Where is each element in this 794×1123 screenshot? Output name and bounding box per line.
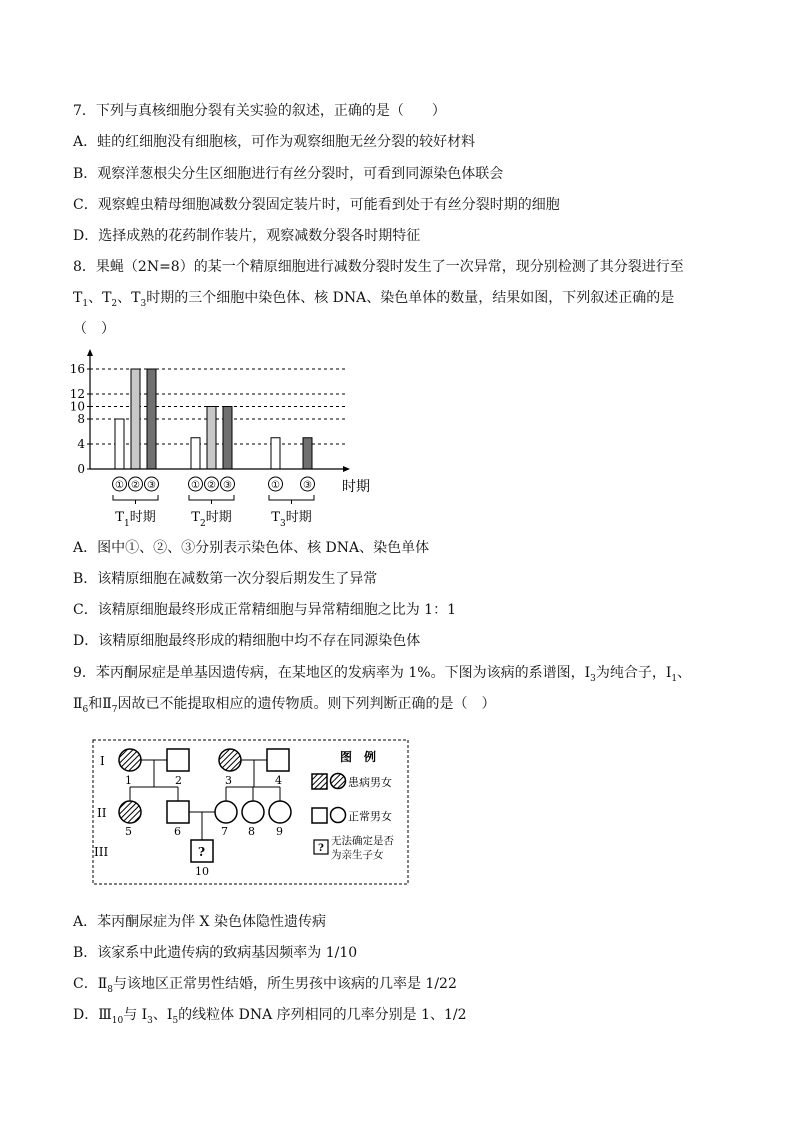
y-axis-arrow [87, 349, 93, 356]
id-label-2: 2 [175, 774, 182, 787]
bar-2-series-2 [207, 407, 216, 470]
q8-option-a: A．图中①、②、③分别表示染色体、核 DNA、染色单体 [73, 540, 430, 556]
legend-title: 图 例 [340, 750, 377, 764]
q8-option-c: C．该精原细胞最终形成正常精细胞与异常精细胞之比为 1：1 [73, 602, 456, 618]
q8-bar-chart [60, 345, 390, 530]
individual-8-normal-female [242, 801, 264, 823]
individual-6-normal-male [167, 801, 189, 823]
individual-9-normal-female [269, 801, 291, 823]
q8-option-b: B．该精原细胞在减数第一次分裂后期发生了异常 [73, 571, 378, 587]
q9-option-a: A．苯丙酮尿症为伴 X 染色体隐性遗传病 [73, 914, 326, 930]
id-label-10: 10 [195, 865, 209, 878]
q8-stem-line3: （ ） [73, 321, 115, 337]
generation-label-iii: III [94, 845, 109, 859]
q9-option-b: B．该家系中此遗传病的致病基因频率为 1/10 [73, 945, 358, 961]
q8-option-d: D．该精原细胞最终形成的精细胞中均不存在同源染色体 [73, 633, 421, 649]
id-label-9: 9 [276, 825, 283, 838]
bracket-1 [113, 495, 158, 504]
q7-stem: 7．下列与真核细胞分裂有关实验的叙述，正确的是（ ） [73, 103, 446, 119]
legend-normal-male-symbol [312, 808, 327, 823]
individual-2-normal-male [167, 749, 189, 771]
bracket-2 [189, 495, 234, 504]
bar-2-series-3 [223, 407, 232, 470]
y-tick-label-0: 0 [77, 462, 85, 476]
bar-1-series-2 [131, 369, 140, 469]
unknown-mark-10: ? [198, 845, 206, 859]
legend-unknown-text-1: 无法确定是否 [331, 835, 394, 847]
id-label-1: 1 [125, 774, 132, 787]
id-label-4: 4 [275, 774, 282, 787]
bar-1-series-3 [147, 369, 156, 469]
bar-1-series-1 [115, 419, 124, 469]
generation-label-i: I [100, 754, 105, 768]
marker-label-1-2: ② [131, 480, 140, 491]
marker-label-3-1: ① [271, 480, 280, 491]
q9-option-c: C．$Ⅱ_8$与该地区正常男性结婚，所生男孩中该病的几率是 1/22 [73, 976, 457, 995]
q9-pedigree-diagram [92, 739, 410, 886]
legend-normal-text: 正常男女 [348, 810, 392, 823]
x-axis-arrow [343, 466, 350, 472]
legend-unknown-mark: ? [318, 843, 324, 854]
marker-label-2-2: ② [207, 480, 216, 491]
q9-stem-line2: $Ⅱ_6$和$Ⅱ_7$因故已不能提取相应的遗传物质。则下列判断正确的是（ ） [73, 696, 496, 715]
individual-5-affected-female [119, 801, 141, 823]
x-axis-label: 时期 [342, 479, 370, 495]
legend-unknown-text-2: 为亲生子女 [331, 849, 384, 861]
legend-normal-female-symbol [331, 808, 346, 823]
y-tick-label-12: 12 [69, 387, 85, 401]
category-label-1: $T_1$时期 [115, 510, 156, 529]
q7-option-d: D．选择成熟的花药制作装片，观察减数分裂各时期特征 [73, 228, 421, 244]
marker-label-1-3: ③ [147, 480, 156, 491]
q9-option-d: D．$Ⅲ_{10}$与 $I_3$、$I_5$的线粒体 DNA 序列相同的几率分别是 1、1/2 [73, 1007, 467, 1026]
id-label-8: 8 [248, 825, 255, 838]
id-label-5: 5 [125, 825, 132, 838]
marker-label-3-3: ③ [303, 480, 312, 491]
y-tick-label-10: 10 [69, 399, 85, 414]
generation-label-ii: II [97, 806, 107, 820]
id-label-7: 7 [221, 825, 228, 838]
q9-stem-line1: 9．苯丙酮尿症是单基因遗传病，在某地区的发病率为 1%。下图为该病的系谱图，$I_3$为纯合子，$I_1$、 [73, 665, 692, 684]
legend-affected-text: 患病男女 [348, 776, 392, 789]
y-tick-label-4: 4 [77, 437, 85, 451]
bracket-3 [269, 495, 314, 504]
marker-label-2-3: ③ [223, 480, 232, 491]
q7-option-a: A．蛙的红细胞没有细胞核，可作为观察细胞无丝分裂的较好材料 [73, 134, 476, 150]
individual-1-affected-female [119, 749, 141, 771]
individual-7-normal-female [215, 801, 237, 823]
category-label-3: $T_3$时期 [271, 510, 312, 529]
individual-4-normal-male [267, 749, 289, 771]
q8-stem-line2: $T_1$、$T_2$、$T_3$时期的三个细胞中染色体、核 DNA、染色单体的数量，结果如图，下列叙述正确的是 [73, 290, 675, 309]
q7-option-b: B．观察洋葱根尖分生区细胞进行有丝分裂时，可看到同源染色体联会 [73, 166, 504, 182]
y-tick-label-16: 16 [69, 362, 85, 376]
id-label-6: 6 [174, 825, 181, 838]
marker-label-2-1: ① [191, 480, 200, 491]
q7-option-c: C．观察蝗虫精母细胞减数分裂固定装片时，可能看到处于有丝分裂时期的细胞 [73, 197, 560, 213]
y-tick-label-8: 8 [77, 412, 85, 426]
individual-3-affected-female [219, 749, 241, 771]
id-label-3: 3 [225, 774, 232, 787]
bar-2-series-1 [191, 438, 200, 469]
legend-affected-female-symbol [331, 774, 346, 789]
marker-label-1-1: ① [115, 480, 124, 491]
bar-3-series-1 [271, 438, 280, 469]
category-label-2: $T_2$时期 [191, 510, 232, 529]
bar-3-series-3 [303, 438, 312, 469]
legend-affected-male-symbol [312, 774, 327, 789]
q8-stem-line1: 8．果蝇（2N=8）的某一个精原细胞进行减数分裂时发生了一次异常，现分别检测了其分裂进行至 [73, 259, 684, 275]
